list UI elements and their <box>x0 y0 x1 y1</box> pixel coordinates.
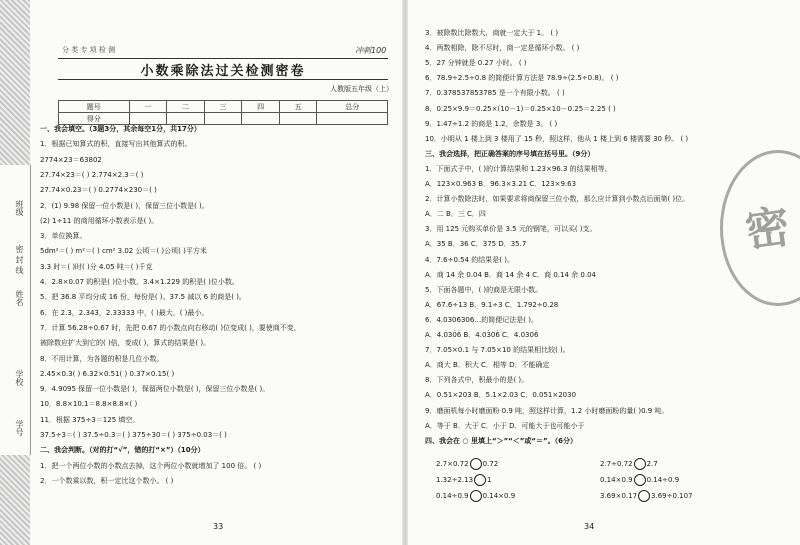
series-label: 分 类 专 项 检 测 <box>62 46 116 54</box>
score-cell: 题号 <box>59 101 130 113</box>
binding-pattern-top <box>0 0 30 165</box>
compare-item <box>436 458 498 470</box>
compare-left: 3.69×0.17 <box>600 492 638 500</box>
compare-circle[interactable] <box>634 474 646 486</box>
compare-item <box>436 474 492 486</box>
compare-circle[interactable] <box>470 490 482 502</box>
question-line: A．商大 B．积大 C．相等 D．不能确定 <box>425 361 550 370</box>
margin-label-hint: 学号 <box>15 420 24 436</box>
question-line: 2774×23＝63802 <box>40 155 102 164</box>
score-cell: 五 <box>279 101 317 113</box>
compare-right: 0.14×0.9 <box>482 492 516 500</box>
score-cell[interactable] <box>279 113 317 125</box>
exam-title: 小数乘除法过关检测密卷 <box>140 63 306 79</box>
seal-char: 密 <box>742 201 793 258</box>
compare-right: 3.69÷0.107 <box>651 492 693 500</box>
question-line: A．35 B．36 C．375 D．35.7 <box>425 240 527 249</box>
section-heading: 二、我会判断。（对的打“√”，错的打“×”）（10分） <box>40 446 205 455</box>
question-line: 5．27 分钟就是 0.27 小时。 ( ) <box>425 59 527 68</box>
question-line: 6．在 2.3，2.343̇，2.33333 中，( )最大，( )最小。 <box>40 308 209 317</box>
question-line: A．67.6÷13 B．9.1÷3 C．1.792÷0.28 <box>425 300 559 309</box>
page-fold <box>402 0 408 545</box>
question-line: 9．1.47÷1.2 的商是 1.2，余数是 3。 ( ) <box>425 119 558 128</box>
compare-circle[interactable] <box>474 474 486 486</box>
compare-item <box>600 458 658 470</box>
question-line: 27.74×23＝( ) 2.774×2.3＝( ) <box>40 170 144 179</box>
score-cell[interactable] <box>204 113 242 125</box>
question-line: 9．磨面机每小时磨面粉 0.9 吨，照这样计算，1.2 小时磨面粉的量( )0.9 吨。 <box>425 406 669 415</box>
question-line: 4．7.6÷0.54 的结果是( )。 <box>425 255 514 264</box>
question-line: A．等于 B．大于 C．小于 D．可能大于也可能小于 <box>425 421 585 430</box>
question-line: 3.3 时＝( )时( )分 4.05 吨＝( )千克 <box>40 262 153 271</box>
compare-item <box>436 490 515 502</box>
compare-circle[interactable] <box>470 458 482 470</box>
compare-left: 0.14÷0.9 <box>436 492 469 500</box>
question-line: A．123×0.963 B．96.3×3.21 C．123×9.63 <box>425 180 577 188</box>
score-cell: 四 <box>242 101 280 113</box>
score-cell: 得分 <box>59 113 130 125</box>
compare-item <box>600 474 679 486</box>
question-line: 6．4.0306306…的简便记法是( )。 <box>425 315 538 324</box>
question-line: 10．8.8×10.1＝8.8×8.8×( ) <box>40 400 138 409</box>
question-line: 27.74×0.23＝( ) 0.2774×230＝( ) <box>40 186 157 195</box>
score-table <box>58 100 388 125</box>
page-number-left: 33 <box>213 522 224 531</box>
brand-label: 冲刺100 <box>355 46 387 55</box>
question-line: A．商 14 余 0.04 B．商 14 余 4 C．商 0.14 余 0.04 <box>425 270 596 279</box>
exam-title-bar <box>58 58 388 80</box>
question-line: 5．下面各题中，( )的商是无限小数。 <box>425 285 543 294</box>
question-line: 7．计算 56.28÷0.67 时，先把 0.67 的小数点向右移动( )位变成( )，要使商不变， <box>40 323 301 332</box>
score-cell: 一 <box>129 101 167 113</box>
compare-right: 1 <box>487 476 492 484</box>
page-number-right: 34 <box>584 522 595 531</box>
binding-pattern-bottom <box>0 455 30 545</box>
question-line: 3．用 125 元购买单价是 3.5 元的钢笔，可以买( )支。 <box>425 225 597 234</box>
compare-left: 1.32÷2.13 <box>436 476 474 484</box>
question-line: 5．把 36.8 平均分成 16 份，每份是( )。37.5 减以 6 的商是( )。 <box>40 293 246 302</box>
section-heading: 一、我会填空。（3题3分，其余每空1分，共17分） <box>40 125 201 133</box>
compare-right: 0.72 <box>482 460 499 468</box>
question-line: 3．单位换算。 <box>40 232 87 241</box>
compare-left: 0.14×0.9 <box>600 476 633 484</box>
question-line: 1．把一个两位小数的小数点去掉，这个两位小数就增加了 100 倍。 ( ) <box>40 461 262 470</box>
edition-label: 人教版五年级（上） <box>330 85 393 93</box>
question-line: 8．不用计算，为各题的积是几位小数。 <box>40 354 164 363</box>
score-cell: 总分 <box>317 101 388 113</box>
margin-label-name: 姓名 <box>15 290 24 306</box>
question-line: 10．小明从 1 楼上到 3 楼用了 15 秒，照这样，他从 1 楼上到 6 楼需要 30 秒。 ( ) <box>425 134 689 143</box>
question-line: 4．两数相除，除不尽时，商一定是循环小数。 ( ) <box>425 44 580 53</box>
question-line: 37.5÷3＝( ) 37.5÷0.3＝( ) 375÷30＝( ) 375÷0.03＝( ) <box>40 431 227 439</box>
compare-left: 2.7÷0.72 <box>600 460 633 468</box>
score-cell[interactable] <box>129 113 167 125</box>
score-cell: 三 <box>204 101 242 113</box>
compare-right: 2.7 <box>646 460 658 468</box>
question-line: 9．4.9095 保留一位小数是( )，保留两位小数是( )，保留三位小数是( )。 <box>40 385 270 394</box>
question-line: A．0.51×203 B．5.1×2.03 C．0.051×2030 <box>425 391 577 400</box>
question-line: (2) 1÷11 的商用循环小数表示是( )。 <box>40 216 159 225</box>
score-cell[interactable] <box>167 113 205 125</box>
binding-line <box>30 165 31 455</box>
section-heading: 三、我会选择，把正确答案的序号填在括号里。（9分） <box>425 149 595 158</box>
question-line: 8．下列各式中，积最小的是( )。 <box>425 376 529 385</box>
compare-item <box>600 490 693 502</box>
question-line: 5dm²＝( ) m²＝( ) cm² 3.02 公顷＝( )公顷( )平方米 <box>40 247 207 256</box>
question-line: 4．2.8×0.07 的积是( )位小数，3.4×1.229 的积是( )位小数。 <box>40 278 239 286</box>
margin-label-seal: 密 封 线 <box>15 245 24 275</box>
compare-circle[interactable] <box>634 458 646 470</box>
question-line: A．二 B．三 C．四 <box>425 210 486 219</box>
question-line: 7．7.05×0.1 与 7.05×10 的结果相比较( )。 <box>425 346 570 355</box>
compare-right: 0.14÷0.9 <box>646 476 680 484</box>
compare-left: 2.7×0.72 <box>436 460 469 468</box>
score-cell: 二 <box>167 101 205 113</box>
question-line: 8．0.25×9.9＝0.25×(10－1)＝0.25×10－0.25＝2.25 ( ) <box>425 104 616 113</box>
question-line: A．4.030̇6̇ B．4.03̇06̇ C．4.0306̇ <box>425 331 539 339</box>
question-line: 1．下面式子中，( )的计算结果和 1.23×96.3 的结果相等。 <box>425 164 612 173</box>
question-line: 2．(1) 9.98 保留一位小数是( )，保留三位小数是( )。 <box>40 201 209 210</box>
question-line: 2．计算小数除法时，如果要求将商保留三位小数，那么应计算到小数点后面第( )位。 <box>425 195 690 204</box>
question-line: 2.45×0.3( ) 6.32×0.51( ) 0.37×0.15( ) <box>40 369 175 378</box>
score-cell[interactable] <box>317 113 388 125</box>
section-heading: 四、我会在 ○ 里填上“＞”“＜”或“＝”。（6分） <box>425 436 577 445</box>
score-cell[interactable] <box>242 113 280 125</box>
margin-label-school: 学校 <box>15 370 24 386</box>
compare-circle[interactable] <box>638 490 650 502</box>
score-table-header-row <box>59 101 388 113</box>
question-line: 2．一个数乘以数，积一定比这个数小。 ( ) <box>40 476 174 485</box>
question-line: 3．被除数比除数大，商就一定大于 1。 ( ) <box>425 29 559 37</box>
question-line: 1．根据已知算式的积，直接写出其他算式的积。 <box>40 140 192 149</box>
question-line: 被除数应扩大到它的( )倍，变成( )，算式的结果是( )。 <box>40 339 211 348</box>
question-line: 7．0.378537853785 是一个有限小数。 ( ) <box>425 89 565 98</box>
question-line: 6．78.9÷2.5÷0.8 的简便计算方法是 78.9÷(2.5÷0.8)。 ( ) <box>425 74 619 83</box>
question-line: 11．根据 375÷3＝125 填空。 <box>40 415 140 424</box>
score-table-row <box>59 113 388 125</box>
margin-label-class: 班级 <box>15 200 24 216</box>
